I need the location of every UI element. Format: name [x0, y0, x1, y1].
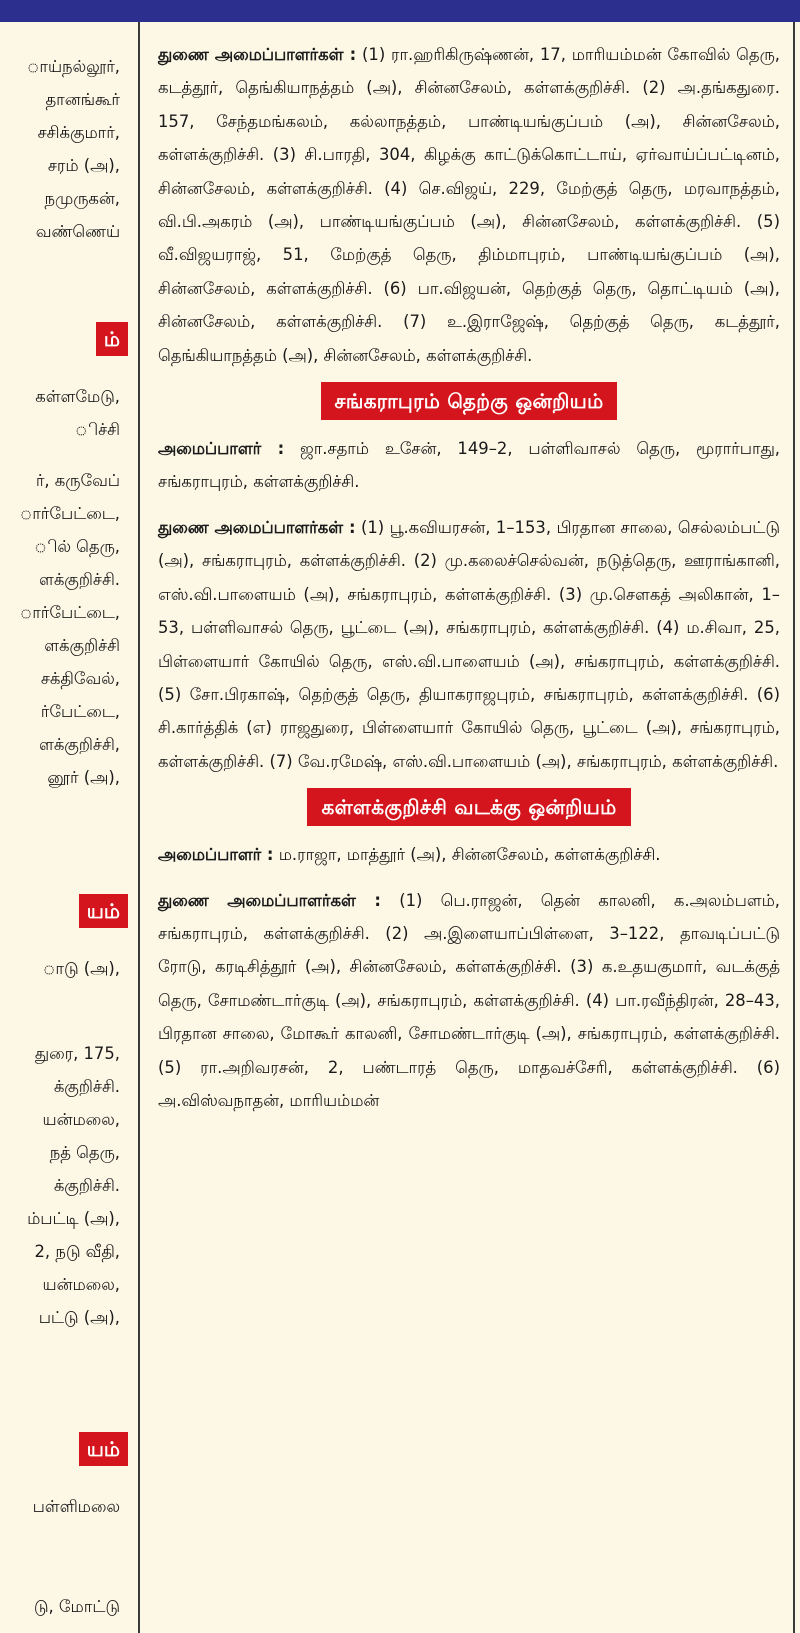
- left-column-fragments: [0, 22, 128, 1633]
- left-fragment: ர், கருவேப்: [35, 471, 120, 490]
- left-fragment: க்குறிச்சி.: [53, 1077, 120, 1096]
- right-column-rule: [793, 22, 795, 1633]
- deputy-organizers-text: (1) பெ.ராஜன், தென் காலனி, க.அலம்பளம், சங்கராபுரம், கள்ளக்குறிச்சி. (2) அ.இளையாப்பிள்ளை, 3–122, தாவடிப்பட்டு ரோடு, கரடிசித்தூர் (அ), சின்னசேலம், கள்ளக்குறிச்சி. (3) க.உதயகுமார், வடக்குத் தெரு, சோமண்டார்குடி (அ), சங்கராபுரம், கள்ளக்குறிச்சி. (4) பா.ரவீந்திரன், 28–43, பிரதான சாலை, மோகூர் காலனி, சோமண்டார்குடி (அ), சங்கராபுரம், கள்ளக்குறிச்சி. (5) ரா.அறிவரசன், 2, பண்டாரத் தெரு, மாதவச்சேரி, கள்ளக்குறிச்சி. (6) அ.விஸ்வநாதன், மாரியம்மன்: [158, 890, 780, 1110]
- left-fragment: ம்பட்டி (அ),: [27, 1209, 120, 1228]
- left-fragment: டு, மோட்டு: [33, 1597, 120, 1616]
- section-heading-wrap: [158, 788, 780, 826]
- deputy-organizers-paragraph: [158, 884, 780, 1118]
- left-fragment: பள்ளிமலை: [32, 1497, 120, 1516]
- left-fragment: ில் தெரு,: [34, 537, 120, 556]
- organizer-label: அமைப்பாளர் :: [158, 845, 274, 865]
- left-fragment: ளக்குறிச்சி,: [39, 735, 120, 754]
- left-fragment: ளக்குறிச்சி.: [39, 570, 120, 589]
- left-fragment: யன்மலை,: [42, 1275, 120, 1294]
- organizer-text: ம.ராஜா, மாத்தூர் (அ), சின்னசேலம், கள்ளக்குறிச்சி.: [278, 845, 661, 865]
- organizer-paragraph: [158, 838, 780, 871]
- column-divider: [138, 22, 140, 1633]
- deputy-organizers-text: (1) பூ.கவியரசன், 1–153, பிரதான சாலை, செல்லம்பட்டு (அ), சங்கராபுரம், கள்ளக்குறிச்சி. (2) மு.கலைச்செல்வன், நடுத்தெரு, ஊராங்கானி, எஸ்.வி.பாளையம் (அ), சங்கராபுரம், கள்ளக்குறிச்சி. (3) மு.சௌகத் அலிகான், 1–53, பள்ளிவாசல் தெரு, பூட்டை (அ), சங்கராபுரம், கள்ளக்குறிச்சி. (4) ம.சிவா, 25, பிள்ளையார் கோயில் தெரு, எஸ்.வி.பாளையம் (அ), சங்கராபுரம், கள்ளக்குறிச்சி. (5) சோ.பிரகாஷ், தெற்குத் தெரு, தியாகராஜபுரம், சங்கராபுரம், கள்ளக்குறிச்சி. (6) சி.கார்த்திக் (எ) ராஜதுரை, பிள்ளையார் கோயில் தெரு, பூட்டை (அ), சங்கராபுரம், கள்ளக்குறிச்சி. (7) வே.ரமேஷ், எஸ்.வி.பாளையம் (அ), சங்கராபுரம், கள்ளக்குறிச்சி.: [158, 517, 780, 771]
- left-fragment: பட்டு (அ),: [38, 1308, 120, 1327]
- organizer-text: ஜா.சதாம் உசேன், 149–2, பள்ளிவாசல் தெரு, மூரார்பாது, சங்கராபுரம், கள்ளக்குறிச்சி.: [158, 439, 780, 492]
- left-fragment: நமுருகன்,: [44, 189, 120, 208]
- spacer: [158, 499, 780, 511]
- left-fragment: க்குறிச்சி.: [53, 1176, 120, 1195]
- deputy-organizers-label: துணை அமைப்பாளர்கள் :: [158, 517, 356, 537]
- section-heading-wrap: [158, 382, 780, 420]
- left-section-heading-fragment: ம்: [96, 322, 128, 356]
- left-fragment: ார்பேட்டை,: [19, 504, 120, 523]
- left-fragment: ர்பேட்டை,: [40, 702, 120, 721]
- organizer-label: அமைப்பாளர் :: [158, 439, 285, 459]
- left-fragment: னூர் (அ),: [47, 768, 120, 787]
- left-fragment: 2, நடு வீதி,: [34, 1242, 120, 1261]
- left-section-heading-fragment: யம்: [79, 894, 128, 928]
- spacer: [158, 872, 780, 884]
- left-fragment: துரை, 175,: [34, 1044, 120, 1063]
- deputy-organizers-paragraph: [158, 511, 780, 778]
- left-fragment: சசிக்குமார்,: [37, 123, 120, 142]
- left-section-heading-fragment: யம்: [79, 1432, 128, 1466]
- left-fragment: சக்திவேல்,: [40, 669, 120, 688]
- main-article-column: [158, 38, 780, 1117]
- top-color-bar: [0, 0, 800, 22]
- left-fragment: கள்ளமேடு,: [35, 387, 120, 406]
- deputy-organizers-label: துணை அமைப்பாளர்கள் :: [158, 45, 357, 64]
- left-fragment: தானங்கூர்: [45, 90, 120, 109]
- left-fragment: ளக்குறிச்சி: [44, 636, 120, 655]
- deputy-organizers-label: துணை அமைப்பாளர்கள் :: [158, 890, 381, 910]
- left-fragment: ாய்நல்லூர்,: [26, 57, 120, 76]
- deputy-organizers-text: (1) ரா.ஹரிகிருஷ்ணன், 17, மாரியம்மன் கோவில் தெரு, கடத்தூர், தெங்கியாநத்தம் (அ), சின்னசேலம், கள்ளக்குறிச்சி. (2) அ.தங்கதுரை. 157, சேந்தமங்கலம், கல்லாநத்தம், பாண்டியங்குப்பம் (அ), சின்னசேலம், கள்ளக்குறிச்சி. (3) சி.பாரதி, 304, கிழக்கு காட்டுக்கொட்டாய், ஏர்வாய்ப்பட்டினம், சின்னசேலம், கள்ளக்குறிச்சி. (4) செ.விஜய், 229, மேற்குத் தெரு, மரவாநத்தம், வி.பி.அகரம் (அ), பாண்டியங்குப்பம் (அ), சின்னசேலம், கள்ளக்குறிச்சி. (5) வீ.விஜயராஜ், 51, மேற்குத் தெரு, திம்மாபுரம், பாண்டியங்குப்பம் (அ), சின்னசேலம், கள்ளக்குறிச்சி. (6) பா.விஜயன், தெற்குத் தெரு, தொட்டியம் (அ), சின்னசேலம், கள்ளக்குறிச்சி. (7) உ.இராஜேஷ், தெற்குத் தெரு, கடத்தூர், தெங்கியாநத்தம் (அ), சின்னசேலம், கள்ளக்குறிச்சி.: [158, 45, 780, 365]
- left-fragment: யன்மலை,: [42, 1110, 120, 1129]
- left-fragment: ார்பேட்டை,: [19, 603, 120, 622]
- left-fragment: வண்ணெய்: [35, 222, 120, 241]
- left-fragment: ாடு (அ),: [42, 959, 120, 978]
- left-fragment: நத் தெரு,: [49, 1143, 120, 1162]
- section-heading-kallakurichi-north: கள்ளக்குறிச்சி வடக்கு ஒன்றியம்: [307, 788, 630, 826]
- deputy-organizers-paragraph: [158, 38, 780, 372]
- organizer-paragraph: [158, 432, 780, 499]
- section-heading-sankarapuram-south: சங்கராபுரம் தெற்கு ஒன்றியம்: [321, 382, 618, 420]
- left-fragment: ிச்சி: [74, 420, 120, 439]
- left-fragment: சரம் (அ),: [47, 156, 120, 175]
